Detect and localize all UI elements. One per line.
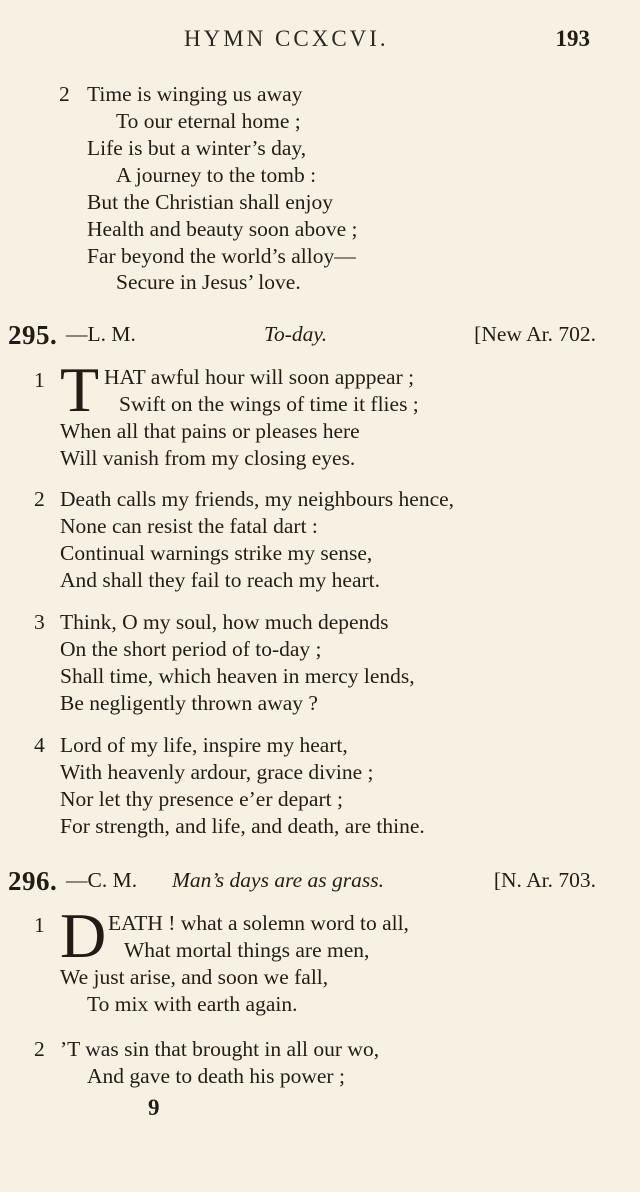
hymn-number: 295. [8,320,58,350]
verse-line: Will vanish from my closing eyes. [60,446,356,470]
verse-line: We just arise, and soon we fall, [60,965,329,989]
verse-line: For strength, and life, and death, are thine. [60,814,425,838]
verse-line: And gave to death his power ; [87,1064,345,1088]
verse-line: EATH ! what a solemn word to all, [108,911,409,935]
verse-line: Life is but a winter’s day, [87,136,307,160]
drop-cap: D [60,900,107,971]
verse-line: Lord of my life, inspire my heart, [60,733,348,757]
hymn-meter: —L. M. [66,322,136,346]
verse-line: Swift on the wings of time it flies ; [119,392,419,416]
verse-line: Secure in Jesus’ love. [116,270,301,294]
hymn-title: To-day. [264,322,328,346]
running-head [0,26,640,56]
verse-line: ’T was sin that brought in all our wo, [60,1037,380,1061]
hymn-295-heading [8,320,596,350]
verse-line: With heavenly ardour, grace divine ; [60,760,374,784]
verse-line: Far beyond the world’s alloy— [87,244,356,268]
verse-line: But the Christian shall enjoy [87,190,334,214]
verse-line: Nor let thy presence e’er depart ; [60,787,343,811]
hymn-tune: [New Ar. 702. [474,322,596,346]
verse-line: And shall they fail to reach my heart. [60,568,381,592]
verse-line: HAT awful hour will soon apppear ; [104,365,415,389]
verse-number: 3 [34,610,45,634]
verse-line: Think, O my soul, how much depends [60,610,389,634]
verse-line: None can resist the fatal dart : [60,514,318,538]
verse-number: 2 [34,487,45,511]
verse-line: A journey to the tomb : [116,163,317,187]
verse-line: Time is winging us away [87,82,303,106]
hymn-number: 296. [8,866,58,896]
drop-cap: T [60,354,100,425]
verse-line: Continual warnings strike my sense, [60,541,373,565]
verse-line: Be negligently thrown away ? [60,691,318,715]
verse-number: 1 [34,368,45,392]
hymn-tune: [N. Ar. 703. [493,868,596,892]
page-number: 193 [555,26,590,51]
hymn-296-heading [8,866,596,896]
running-title: HYMN CCXCVI. [184,26,389,51]
verse-number: 1 [34,913,45,937]
verse-line: To our eternal home ; [116,109,301,133]
verse-line: What mortal things are men, [124,938,370,962]
signature-mark: 9 [148,1095,160,1120]
verse-line: To mix with earth again. [87,992,298,1016]
hymn-meter: —C. M. [66,868,138,892]
hymn-title: Man’s days are as grass. [172,868,385,892]
verse-number: 2 [59,82,70,106]
verse-line: Shall time, which heaven in mercy lends, [60,664,415,688]
verse-number: 2 [34,1037,45,1061]
verse-line: On the short period of to-day ; [60,637,322,661]
verse-line: Health and beauty soon above ; [87,217,358,241]
verse-line: When all that pains or pleases here [60,419,360,443]
verse-number: 4 [34,733,45,757]
verse-line: Death calls my friends, my neighbours hence, [60,487,455,511]
